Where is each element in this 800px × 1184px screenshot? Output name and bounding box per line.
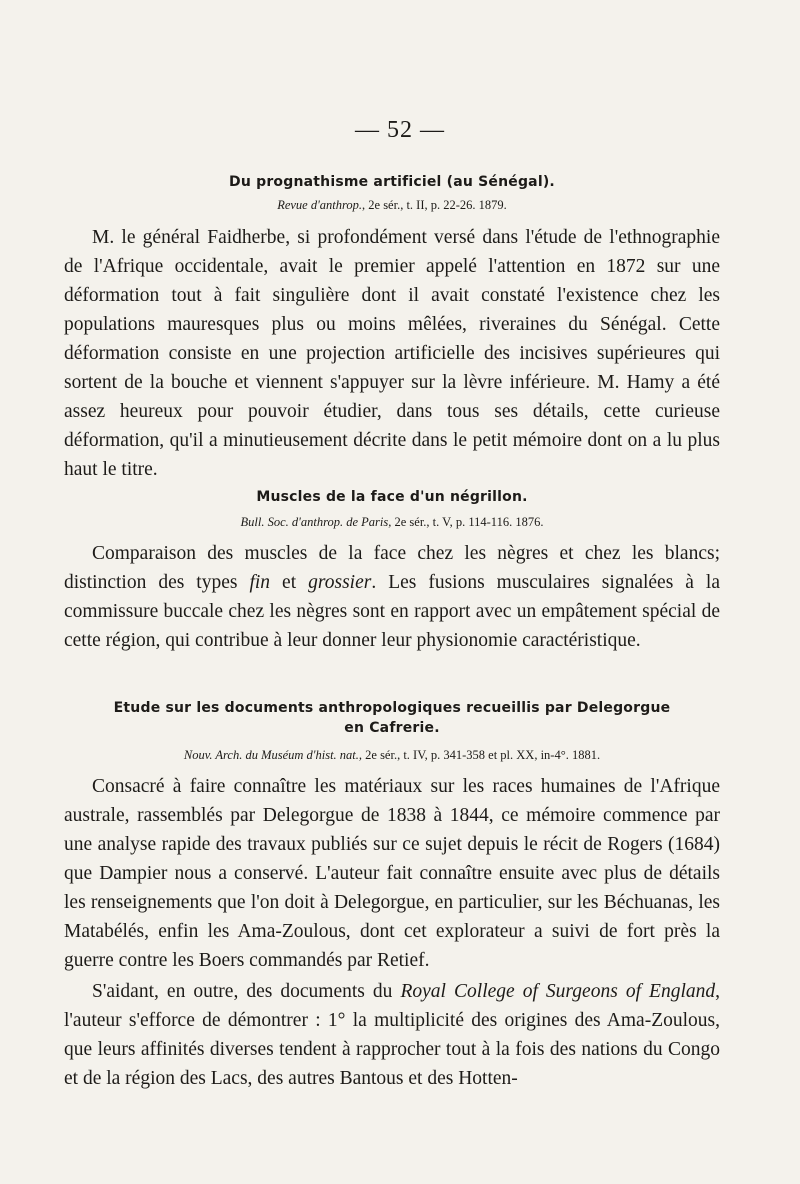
paragraph (64, 539, 720, 655)
reference-details: 2e sér., t. V, p. 114-116. 1876. (391, 515, 544, 529)
section-muscles (64, 487, 720, 655)
reference-journal: Nouv. Arch. du Muséum d'hist. nat., (183, 748, 363, 762)
paragraph-text: , l'auteur s'efforce de démontrer : 1° la multiplicité des origines des Ama-Zoulous, que leurs affinités diverses tendent à rapprocher tout à la fois des nations du Congo et de la région des Lacs, des autres Bantous et des Hotten- (64, 981, 720, 1089)
term-fin: fin (249, 572, 271, 593)
page-number: — 52 — (355, 117, 445, 143)
reference-journal: Bull. Soc. d'anthrop. de Paris, (240, 515, 392, 529)
paragraph: M. le général Faidherbe, si profondément versé dans l'étude de l'ethnographie de l'Afrique occidentale, avait le premier appelé l'attention en 1872 sur une déformation tout à fait singulière dont il avait constaté l'existence chez les populations mauresques plus ou moins mêlées, riveraines du Sénégal. Cette déformation consiste en une projection artificielle des incisives supérieures qui sortent de la bouche et viennent s'appuyer sur la lèvre inférieure. M. Hamy a été assez heureux pour pouvoir étudier, dans tous ses détails, cette curieuse déformation, qu'il a minutieusement décrite dans le petit mémoire dont on a lu plus haut le titre. (64, 227, 720, 480)
paragraph-text: . Les fusions musculaires signalées à la commissure buccale chez les nègres sont en rapport avec un empâtement spécial de cette région, qui contribue à leur donner leur physionomie caractéristique. (64, 572, 720, 651)
reference-journal: Revue d'anthrop. (277, 198, 363, 212)
paragraph-text: S'aidant, en outre, des documents du (92, 981, 401, 1002)
section-prognathisme (64, 172, 720, 484)
section-reference (64, 513, 720, 531)
paragraph-text: Comparaison des muscles de la face chez les nègres et chez les blancs; distinction des types (64, 543, 720, 593)
section-reference (64, 746, 720, 764)
section-title: Etude sur les documents anthropologiques recueillis par Delegorgue en Cafrerie. (113, 700, 671, 736)
reference-details: 2e sér., t. IV, p. 341-358 et pl. XX, in-4°. 1881. (362, 748, 601, 762)
section-reference (64, 196, 720, 214)
reference-details: , 2e sér., t. II, p. 22-26. 1879. (362, 198, 507, 212)
term-grossier: grossier (308, 572, 372, 593)
paragraph: Consacré à faire connaître les matériaux sur les races humaines de l'Afrique australe, rassemblés par Delegorgue de 1838 à 1844, ce mémoire commence par une analyse rapide des travaux publiés sur ce sujet depuis le récit de Rogers (1684) que Dampier nous a conservé. L'auteur fait connaître ensuite avec plus de détails les renseignements que l'on doit à Delegorgue, en particulier, sur les Béchuanas, les Matabélés, enfin les Ama-Zoulous, dont cet explorateur a suivi de fort près la guerre contre les Boers commandés par Retief. (64, 776, 720, 971)
paragraph-text: et (270, 572, 309, 593)
section-title: Muscles de la face d'un négrillon. (256, 489, 528, 505)
section-delegorgue (64, 698, 720, 1093)
paragraph (64, 977, 720, 1093)
section-title: Du prognathisme artificiel (au Sénégal). (229, 174, 555, 190)
institution-name: Royal College of Surgeons of England (400, 981, 716, 1002)
